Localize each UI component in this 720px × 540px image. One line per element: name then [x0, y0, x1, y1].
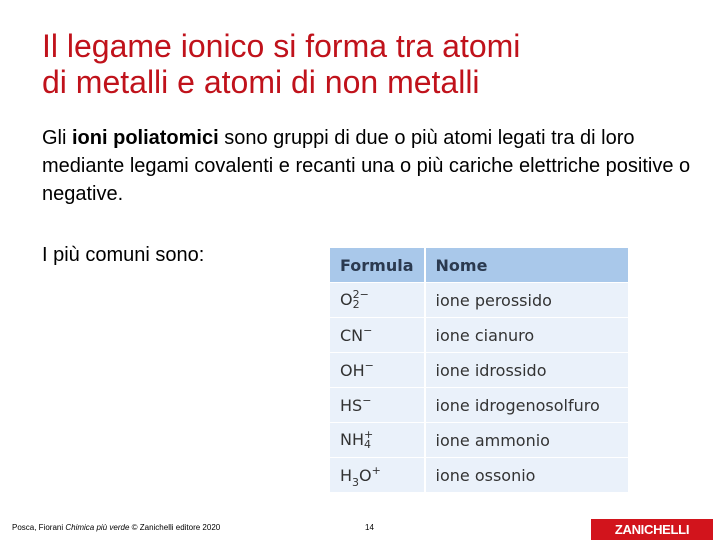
body-bold-term: ioni poliatomici	[72, 127, 219, 149]
page-number: 14	[365, 523, 374, 532]
slide-title	[42, 28, 702, 100]
title-line-2: di metalli e atomi di non metalli	[42, 64, 480, 100]
footer-credit: Posca, Fiorani Chimica più verde © Zanichelli editore 2020	[12, 523, 221, 532]
formula-cell: NH + 4	[330, 423, 425, 458]
name-cell: ione idrogenosolfuro	[425, 388, 628, 423]
definition-paragraph	[42, 124, 692, 208]
formula-cell: HS−	[330, 388, 425, 423]
formula-cell: OH−	[330, 353, 425, 388]
header-nome: Nome	[425, 248, 628, 283]
table-row	[330, 388, 628, 423]
table-row	[330, 423, 628, 458]
table-row	[330, 353, 628, 388]
table-row	[330, 318, 628, 353]
zanichelli-logo: ZANICHELLI	[591, 519, 713, 540]
body-rest: sono gruppi di due o più atomi legati tra di loro mediante legami covalenti e recanti una o più cariche elettriche positive o negative.	[42, 127, 691, 205]
title-line-1: Il legame ionico si forma tra atomi	[42, 28, 521, 64]
table-header-row	[330, 248, 628, 283]
polyatomic-ions-table	[330, 248, 628, 492]
formula-cell: $H_3O^+$	[330, 458, 425, 493]
formula-cell: CN−	[330, 318, 425, 353]
name-cell: ione ossonio	[425, 458, 628, 493]
name-cell: ione ammonio	[425, 423, 628, 458]
intro-text: I più comuni sono:	[42, 244, 205, 266]
name-cell: ione cianuro	[425, 318, 628, 353]
table-row	[330, 458, 628, 493]
formula-cell: O 2− 2	[330, 283, 425, 318]
body-prefix: Gli	[42, 127, 72, 149]
name-cell: ione idrossido	[425, 353, 628, 388]
name-cell: ione perossido	[425, 283, 628, 318]
header-formula: Formula	[330, 248, 425, 283]
table-row	[330, 283, 628, 318]
